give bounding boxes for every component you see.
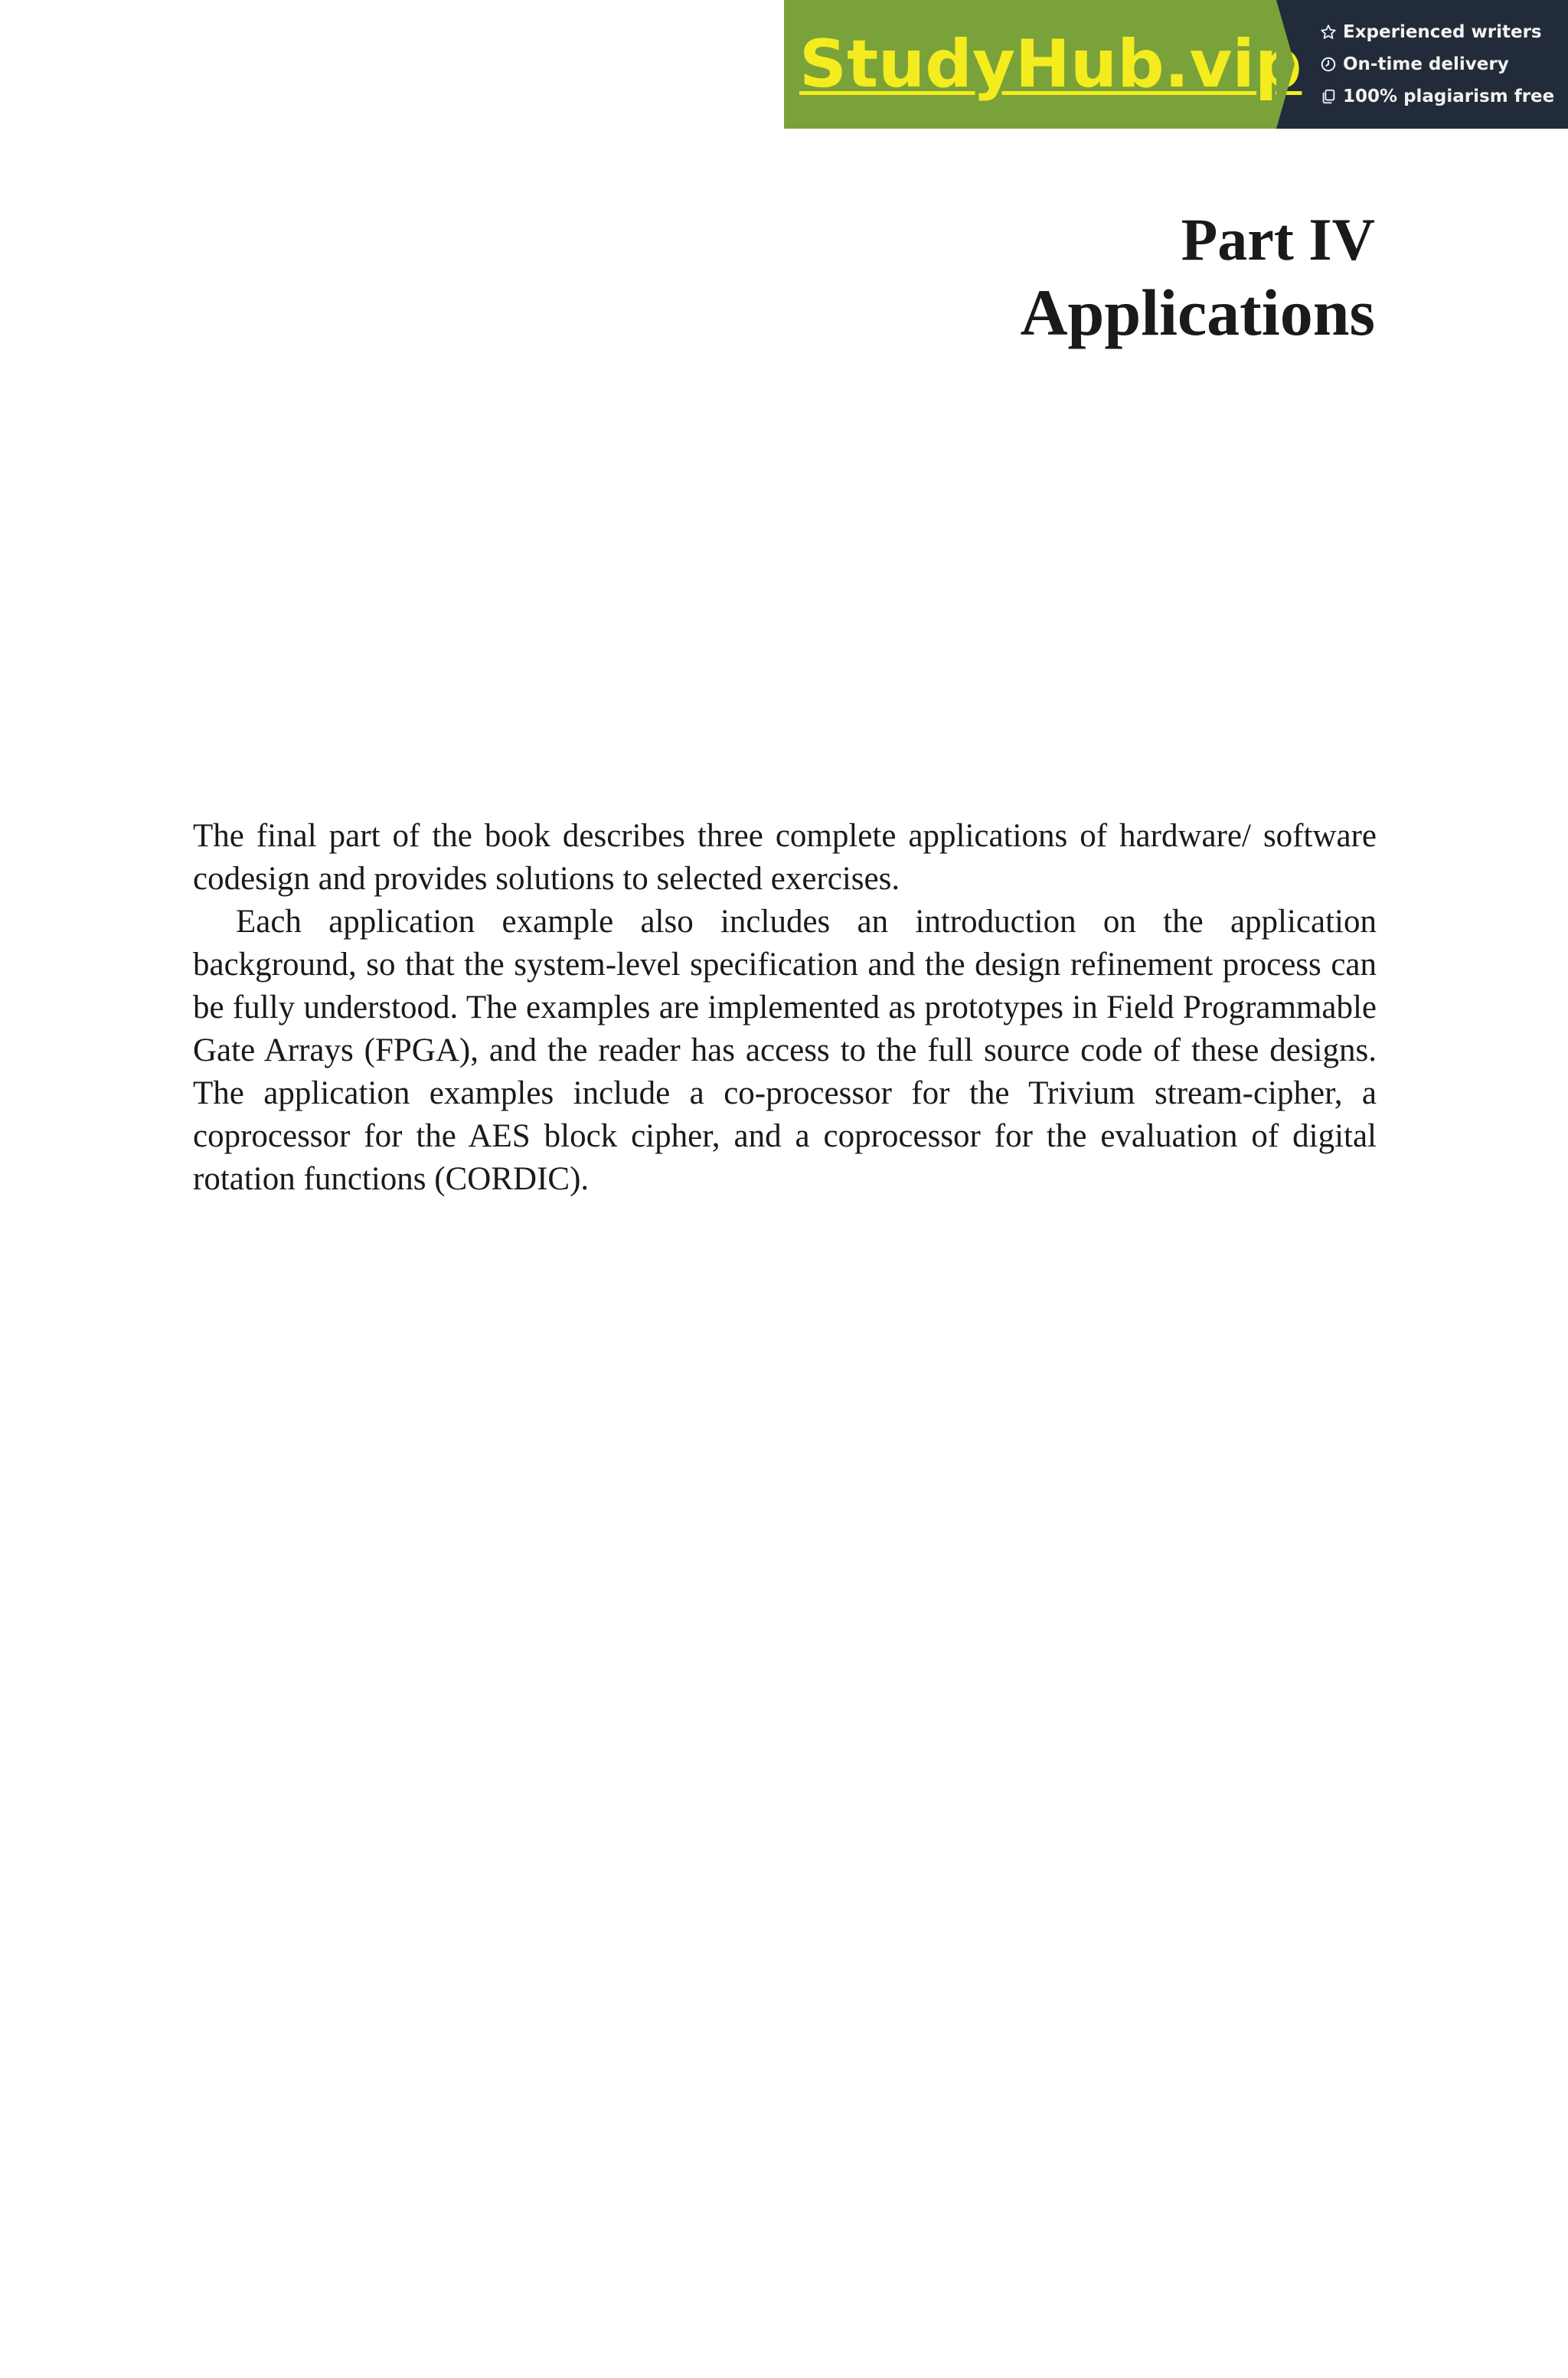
- feature-label: On-time delivery: [1343, 54, 1509, 74]
- paragraph: The final part of the book describes three complete applications of hardware/ software codesign and provides solutions to selected exercises.: [193, 818, 1377, 897]
- clock-icon: [1319, 55, 1338, 74]
- part-number: Part IV: [1181, 206, 1375, 273]
- feature-label: 100% plagiarism free: [1343, 87, 1555, 106]
- intro-text: [193, 815, 1377, 1201]
- feature-item: [1319, 83, 1568, 110]
- feature-item: [1319, 18, 1568, 46]
- feature-item: [1319, 51, 1568, 78]
- copy-icon: [1319, 87, 1338, 106]
- part-title: Applications: [1020, 276, 1375, 349]
- studyhub-banner[interactable]: [784, 0, 1568, 129]
- brand-panel[interactable]: [784, 0, 1302, 129]
- feature-label: Experienced writers: [1343, 22, 1542, 42]
- star-icon: [1319, 23, 1338, 41]
- brand-logo[interactable]: StudyHub.vip: [799, 26, 1302, 103]
- features-panel: [1276, 0, 1568, 129]
- paragraph: Each application example also includes an introduction on the application background, so that the system-level specification and the design refinement process can be fully understood. The examples are implemented as prototypes in Field Programmable Gate Arrays (FPGA), and the reader has access to the full source code of these designs. The application examples include a co-processor for the Trivium stream-cipher, a coprocessor for the AES block cipher, and a coprocessor for the evaluation of digital rotation functions (CORDIC).: [193, 904, 1377, 1197]
